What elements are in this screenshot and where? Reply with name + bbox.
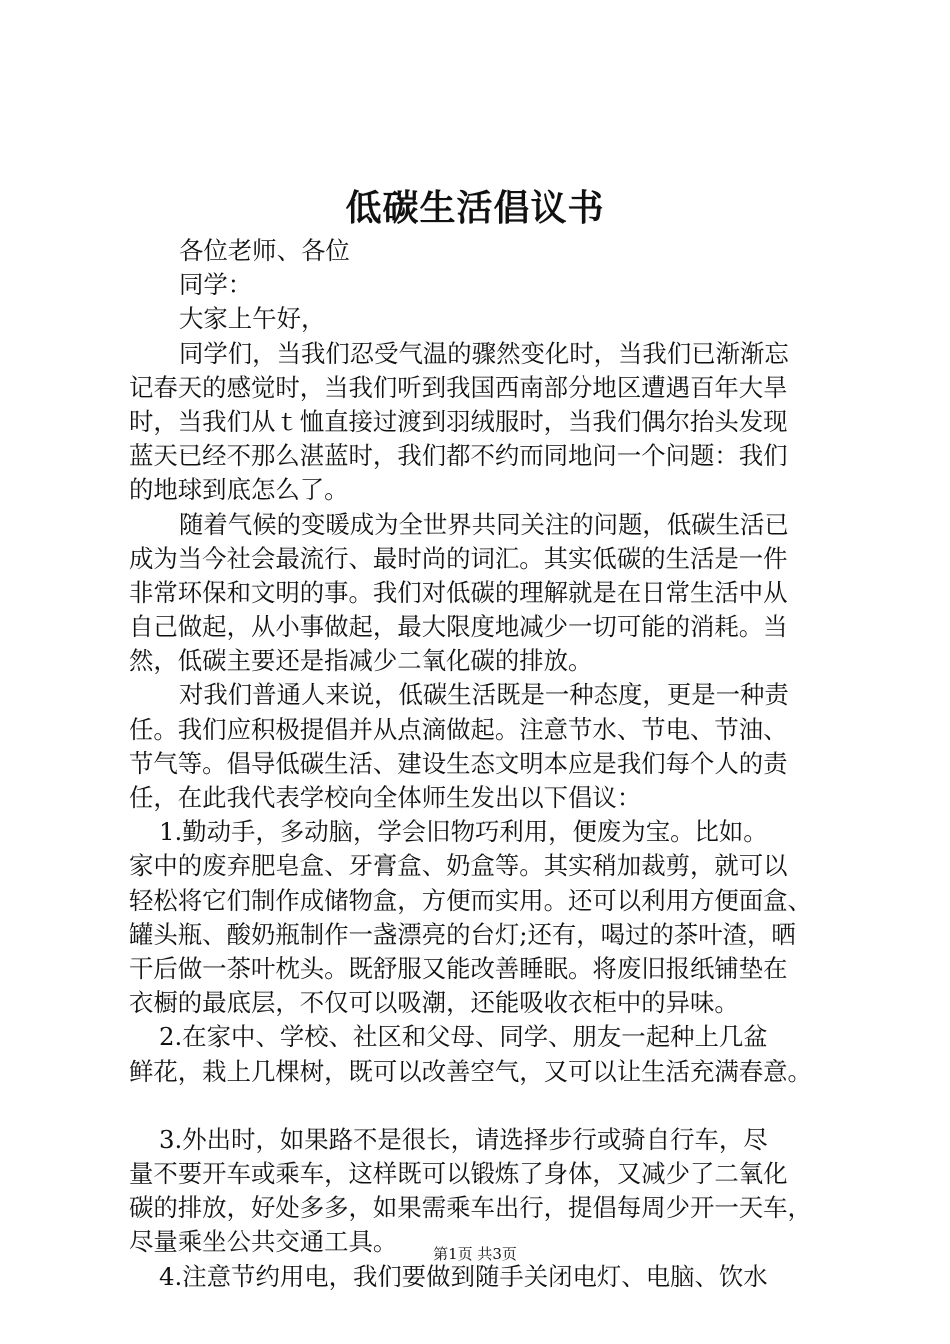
page-number: 第1页 共3页 — [433, 1245, 517, 1263]
paragraph-line: 的地球到底怎么了。 — [129, 475, 349, 505]
list-item-line: 量不要开车或乘车，这样既可以锻炼了身体，又减少了二氧化 — [129, 1159, 788, 1189]
list-item-line: 鲜花，栽上几棵树，既可以改善空气，又可以让生活充满春意。 — [129, 1056, 812, 1086]
list-item-line: 家中的废弃肥皂盒、牙膏盒、奶盒等。其实稍加裁剪，就可以 — [129, 851, 788, 881]
paragraph-line: 节气等。倡导低碳生活、建设生态文明本应是我们每个人的责 — [129, 748, 788, 778]
paragraph-line: 蓝天已经不那么湛蓝时，我们都不约而同地问一个问题：我们 — [129, 441, 788, 471]
list-item-line: 衣橱的最底层，不仅可以吸潮，还能吸收衣柜中的异味。 — [129, 988, 739, 1018]
paragraph-line: 然，低碳主要还是指减少二氧化碳的排放。 — [129, 646, 593, 676]
blank-line — [129, 1089, 829, 1123]
salutation-line: 各位老师、各位 — [179, 236, 350, 265]
paragraph-line: 自己做起，从小事做起，最大限度地减少一切可能的消耗。当 — [129, 612, 788, 642]
list-item-line: 罐头瓶、酸奶瓶制作一盏漂亮的台灯;还有，喝过的茶叶渣，晒 — [129, 919, 796, 949]
list-item-line: 4.注意节约用电，我们要做到随手关闭电灯、电脑、饮水 — [159, 1261, 768, 1291]
list-item-line: 碳的排放，好处多多，如果需乘车出行，提倡每周少开一天车， — [129, 1193, 812, 1223]
paragraph-line: 对我们普通人来说，低碳生活既是一种态度，更是一种责 — [179, 680, 789, 710]
list-item-line: 干后做一茶叶枕头。既舒服又能改善睡眠。将废旧报纸铺垫在 — [129, 953, 788, 983]
list-item-line: 1.勤动手，多动脑，学会旧物巧利用，便废为宝。比如。 — [159, 817, 768, 847]
list-item-line: 尽量乘坐公共交通工具。 — [129, 1227, 398, 1257]
paragraph-line: 同学们，当我们忍受气温的骤然变化时，当我们已渐渐忘 — [179, 338, 789, 368]
paragraph-line: 任。我们应积极提倡并从点滴做起。注意节水、节电、节油、 — [129, 714, 788, 744]
list-item-line: 轻松将它们制作成储物盒，方便而实用。还可以利用方便面盒、 — [129, 885, 812, 915]
paragraph-line: 非常环保和文明的事。我们对低碳的理解就是在日常生活中从 — [129, 577, 788, 607]
paragraph-line: 时，当我们从ｔ恤直接过渡到羽绒服时，当我们偶尔抬头发现 — [129, 406, 788, 436]
paragraph-line: 成为当今社会最流行、最时尚的词汇。其实低碳的生活是一件 — [129, 543, 788, 573]
document-body — [129, 234, 829, 1294]
salutation-line: 同学： — [179, 270, 253, 300]
document-title: 低碳生活倡议书 — [345, 187, 605, 229]
paragraph-line: 随着气候的变暖成为全世界共同关注的问题，低碳生活已 — [179, 509, 789, 539]
paragraph-line: 记春天的感觉时，当我们听到我国西南部分地区遭遇百年大旱 — [129, 372, 788, 402]
greeting-line: 大家上午好， — [179, 304, 326, 334]
list-item-line: 2.在家中、学校、社区和父母、同学、朋友一起种上几盆 — [159, 1022, 768, 1052]
list-item-line: 3.外出时，如果路不是很长，请选择步行或骑自行车，尽 — [159, 1124, 768, 1154]
paragraph-line: 任，在此我代表学校向全体师生发出以下倡议： — [129, 783, 642, 812]
